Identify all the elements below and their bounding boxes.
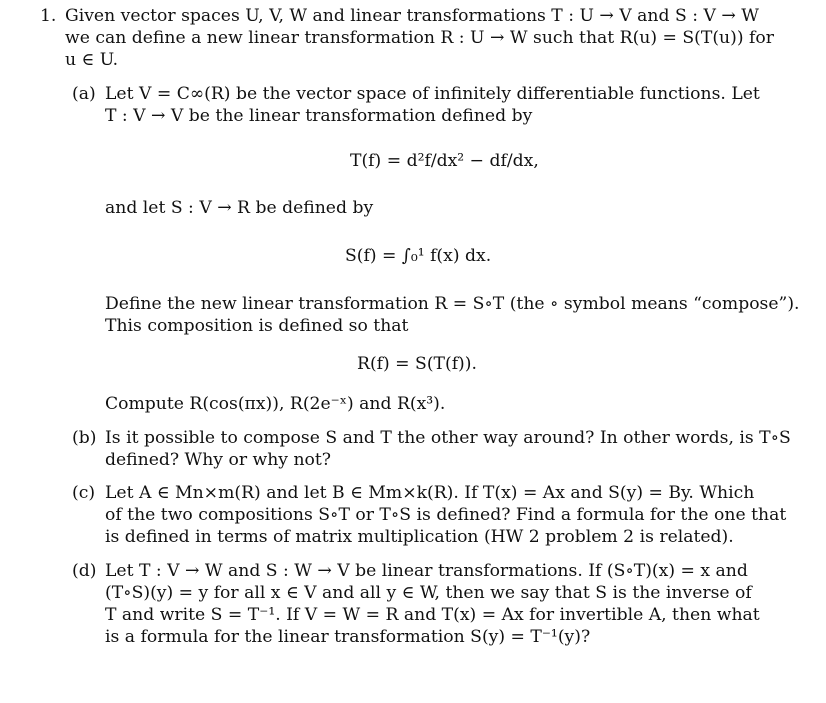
part-a-compute: Compute R(cos(πx)), R(2e⁻ˣ) and R(x³). <box>105 394 446 414</box>
equation-R: R(f) = S(T(f)). <box>357 354 477 374</box>
part-b-line-2: defined? Why or why not? <box>105 450 331 470</box>
equation-T: T(f) = d²f/dx² − df/dx, <box>350 151 539 171</box>
part-a-define-line-2: This composition is defined so that <box>105 316 409 336</box>
part-d-line-1: Let T : V → W and S : W → V be linear transformations. If (S∘T)(x) = x and <box>105 561 748 581</box>
part-d-line-2: (T∘S)(y) = y for all x ∈ V and all y ∈ W, then we say that S is the inverse of <box>105 583 752 603</box>
part-d-line-3: T and write S = T⁻¹. If V = W = R and T(x) = Ax for invertible A, then what <box>105 605 760 625</box>
part-a-label: (a) <box>72 84 96 104</box>
part-c-label: (c) <box>72 483 96 503</box>
part-d-line-4: is a formula for the linear transformation S(y) = T⁻¹(y)? <box>105 627 591 647</box>
intro-line-3: u ∈ U. <box>65 50 119 70</box>
part-a-line-2: T : V → V be the linear transformation defined by <box>105 106 533 126</box>
part-a-define-line-1: Define the new linear transformation R = S∘T (the ∘ symbol means “compose”). <box>105 294 800 314</box>
part-a-and-let: and let S : V → R be defined by <box>105 198 374 218</box>
intro-line-1: Given vector spaces U, V, W and linear transformations T : U → V and S : V → W <box>65 6 759 26</box>
intro-line-2: we can define a new linear transformation R : U → W such that R(u) = S(T(u)) for <box>65 28 774 48</box>
problem-number: 1. <box>40 6 57 26</box>
part-c-line-2: of the two compositions S∘T or T∘S is defined? Find a formula for the one that <box>105 505 787 525</box>
part-c-line-1: Let A ∈ Mn×m(R) and let B ∈ Mm×k(R). If T(x) = Ax and S(y) = By. Which <box>105 483 755 503</box>
equation-S: S(f) = ∫₀¹ f(x) dx. <box>345 246 492 266</box>
part-a-line-1: Let V = C∞(R) be the vector space of infinitely differentiable functions. Let <box>105 84 760 104</box>
part-b-line-1: Is it possible to compose S and T the other way around? In other words, is T∘S <box>105 428 791 448</box>
part-b-label: (b) <box>72 428 97 448</box>
part-d-label: (d) <box>72 561 97 581</box>
part-c-line-3: is defined in terms of matrix multiplication (HW 2 problem 2 is related). <box>105 527 734 547</box>
